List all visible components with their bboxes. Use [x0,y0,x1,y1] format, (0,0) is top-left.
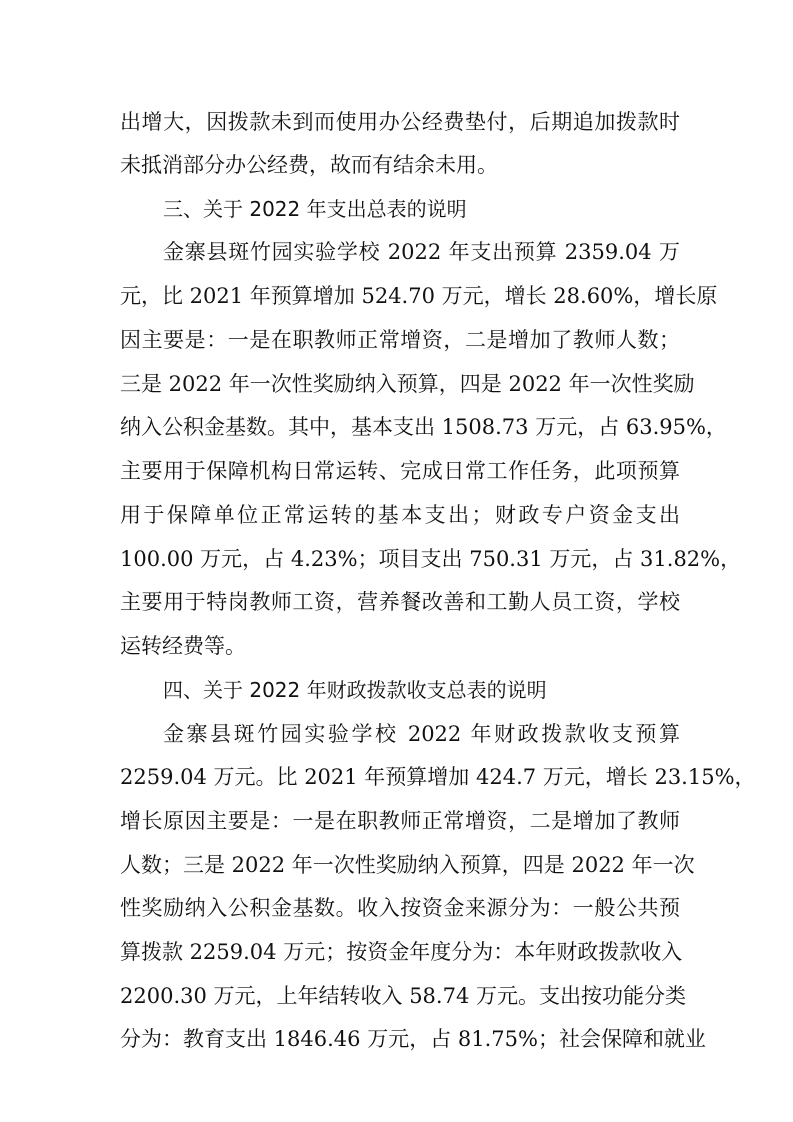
body-line: 算拨款 2259.04 万元；按资金年度分为：本年财政拨款收入 [120,940,683,964]
body-line: 分为：教育支出 1846.46 万元，占 81.75%；社会保障和就业 [120,1027,706,1051]
body-line: 主要用于保障机构日常运转、完成日常工作任务，此项预算 [120,459,680,483]
body-line: 元，比 2021 年预算增加 524.70 万元，增长 28.60%，增长原 [120,284,718,308]
body-line: 运转经费等。 [120,634,246,658]
body-line: 出增大，因拨款未到而使用办公经费垫付，后期追加拨款时 [120,110,680,134]
body-line: 因主要是：一是在职教师正常增资，二是增加了教师人数； [120,328,680,352]
body-line: 纳入公积金基数。其中，基本支出 1508.73 万元，占 63.95%， [120,415,727,439]
body-line: 人数；三是 2022 年一次性奖励纳入预算，四是 2022 年一次 [120,853,695,877]
section-heading-3: 三、关于 2022 年支出总表的说明 [163,197,467,221]
section-heading-4: 四、关于 2022 年财政拨款收支总表的说明 [163,678,547,702]
body-line: 2200.30 万元，上年结转收入 58.74 万元。支出按功能分类 [120,984,686,1008]
body-line: 三是 2022 年一次性奖励纳入预算，四是 2022 年一次性奖励 [120,372,695,396]
body-line: 性奖励纳入公积金基数。收入按资金来源分为：一般公共预 [120,896,680,920]
body-line: 主要用于特岗教师工资，营养餐改善和工勤人员工资，学校 [120,590,680,614]
body-line: 金寨县斑竹园实验学校 2022 年财政拨款收支预算 [163,722,680,746]
body-line: 用于保障单位正常运转的基本支出；财政专户资金支出 [120,503,680,527]
body-line: 增长原因主要是：一是在职教师正常增资，二是增加了教师 [120,809,680,833]
body-line: 金寨县斑竹园实验学校 2022 年支出预算 2359.04 万 [163,240,680,264]
body-line: 未抵消部分办公经费，故而有结余未用。 [120,153,498,177]
body-line: 100.00 万元，占 4.23%；项目支出 750.31 万元，占 31.82%， [120,547,742,571]
body-line: 2259.04 万元。比 2021 年预算增加 424.7 万元，增长 23.15%， [120,765,756,789]
